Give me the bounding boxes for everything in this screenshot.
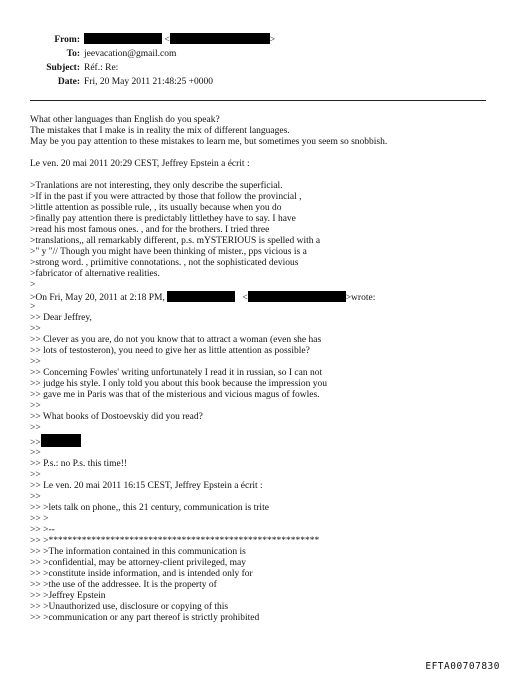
to-value: jeevacation@gmail.com [84, 49, 177, 59]
quoted-line: >Tranlations are not interesting, they only describe the superficial. [30, 181, 283, 191]
quoted-line: >little attention as possible rule, , its usually because when you do [30, 203, 282, 213]
body-line: May be you pay attention to these mistakes to learn me, but sometimes you seem so snobbish. [30, 137, 388, 147]
quoted-line: >> [30, 401, 41, 411]
quoted-line: >> What books of Dostoevskiy did you read? [30, 412, 203, 422]
quoted-line: >read his most famous ones. , and for the brothers. I tried three [30, 225, 270, 235]
quoted-line: >> Clever as you are, do not you know that to attract a woman (even she has [30, 335, 322, 345]
quoted-line: > [30, 302, 36, 312]
email-header [0, 33, 512, 89]
quoted-line: > [30, 280, 36, 290]
quoted-line: >> judge his style. I only told you about this book because the impression you [30, 379, 328, 389]
quoted-line: >strong word. , priimitive connotations. , not the sophisticated devious [30, 258, 299, 268]
quoted-line: >> >confidential, may be attorney-client privileged, may [30, 558, 247, 568]
quoted-line: >> >Jeffrey Epstein [30, 591, 106, 601]
quoted-line: >> >the use of the addressee. It is the property of [30, 580, 217, 590]
document-id-stamp: EFTA00707830 [425, 661, 500, 672]
body-line: What other languages than English do you speak? [30, 115, 220, 125]
quoted-line: >> [30, 423, 41, 433]
quoted-line: >> gave me in Paris was that of the misterious and vicious magus of fowles. [30, 390, 320, 400]
on-prefix: >On Fri, May 20, 2011 at 2:18 PM, [30, 293, 165, 302]
header-subject-row [0, 61, 512, 75]
redaction-block [41, 434, 81, 447]
quoted-line: >" y "// Though you might have been thinking of mister., pps vicious is a [30, 247, 307, 257]
body-line: The mistakes that I make is in reality the mix of different languages. [30, 126, 290, 136]
to-label: To: [66, 49, 80, 59]
from-angle-close: > [269, 35, 276, 45]
quoted-line: >> [30, 470, 41, 480]
quoted-line: >> >The information contained in this communication is [30, 547, 246, 557]
header-to-row [0, 47, 512, 61]
quoted-line: >> [30, 357, 41, 367]
quoted-line: >> Le ven. 20 mai 2011 16:15 CEST, Jeffrey Epstein a écrit : [30, 481, 263, 491]
quoted-line: >translations,, all remarkably different, p.s. mYSTERIOUS is spelled with a [30, 236, 321, 246]
quoted-line: >> P.s.: no P.s. this time!! [30, 459, 128, 469]
quoted-line: >> [30, 492, 41, 502]
quoted-line: >> > [30, 514, 49, 524]
quoted-line: >> >constitute inside information, and is intended only for [30, 569, 253, 579]
quoted-line: >> >-- [30, 525, 55, 535]
reply-attribution: Le ven. 20 mai 2011 20:29 CEST, Jeffrey Epstein a écrit : [30, 159, 250, 169]
subject-value: Réf.: Re: [84, 63, 119, 73]
email-body [30, 115, 500, 624]
quoted-line: >> >Unauthorized use, disclosure or copying of this [30, 602, 229, 612]
quoted-line: >> [30, 448, 41, 458]
redaction-block [248, 291, 346, 302]
from-label: From: [54, 35, 80, 45]
quoted-line: >> >communication or any part thereof is strictly prohibited [30, 613, 260, 623]
header-from-row [0, 33, 512, 47]
quoted-line: >> [30, 324, 41, 334]
quoted-line: >finally pay attention there is predictably littlethey have to say. I have [30, 214, 296, 224]
date-value: Fri, 20 May 2011 21:48:25 +0000 [84, 77, 214, 87]
quoted-line: >> lots of testosteron), you need to give her as little attention as possible? [30, 346, 310, 356]
quoted-line: >> Concerning Fowles' writing unfortunately I read it in russian, so I can not [30, 368, 323, 378]
quoted-attribution [30, 291, 500, 302]
quoted-line: >If in the past if you were attracted by those that follow the provincial , [30, 192, 302, 202]
quoted-line: >fabricator of alternative realities. [30, 269, 160, 279]
redaction-block [170, 33, 270, 44]
redaction-block [167, 291, 235, 302]
header-divider [30, 100, 486, 101]
on-suffix: >wrote: [345, 293, 376, 302]
from-value [84, 33, 275, 47]
quoted-redacted-line [30, 434, 500, 448]
quoted-line: >> >********************************************************* [30, 536, 320, 546]
from-angle-open: < [164, 35, 170, 45]
redacted-prefix: >> [30, 438, 41, 448]
quoted-line: >> Dear Jeffrey, [30, 313, 92, 323]
subject-label: Subject: [46, 63, 80, 73]
quoted-line: >> >lets talk on phone,, this 21 century, communication is trite [30, 503, 269, 513]
on-angle-open: < [242, 293, 248, 302]
header-date-row [0, 75, 512, 89]
redaction-block [84, 33, 162, 44]
date-label: Date: [57, 77, 80, 87]
